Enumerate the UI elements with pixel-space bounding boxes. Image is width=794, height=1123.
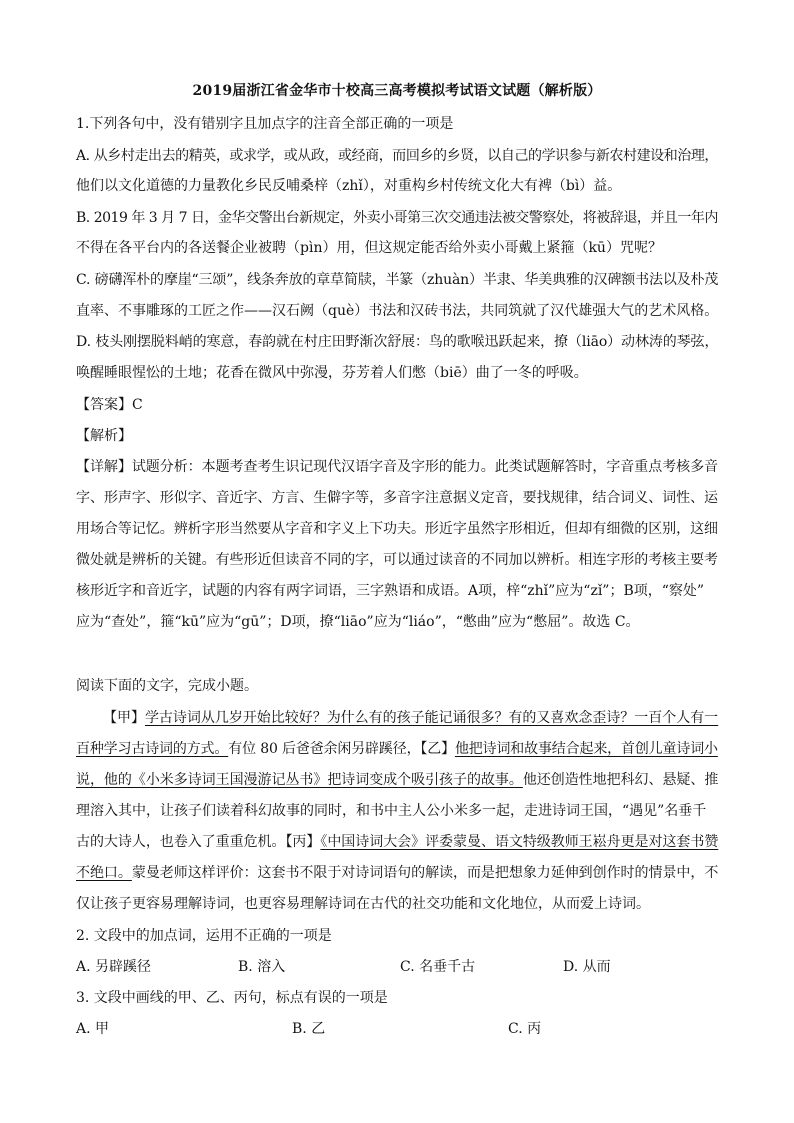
reading-instruction: 阅读下面的文字，完成小题。 <box>76 678 258 694</box>
underlined-sentence-jia: 学古诗词从几岁开始比较好？为什么有的孩子能记诵很多？有的又喜欢念歪诗？一百个人有一 <box>144 710 719 726</box>
analysis-line: 用场合等记忆。辨析字形当然要从字音和字义上下功夫。形近字虽然字形相近，但却有细微的区别，这细 <box>76 521 718 537</box>
passage-line <box>76 770 718 790</box>
q1-option-c-line2: 直率、不事雕琢的工匠之作——汉石阙（què）书法和汉砖书法，共同筑就了汉代雄强大气的艺术风格。 <box>76 303 719 319</box>
q1-option-a-line1: A. 从乡村走出去的精英，或求学，或从政，或经商，而回乡的乡贤，以自己的学识参与新农村建设和治理， <box>76 148 719 164</box>
question-3-stem: 3. 文段中画线的甲、乙、丙句，标点有误的一项是 <box>76 990 388 1006</box>
passage-line <box>76 863 718 883</box>
underlined-sentence-jia-cont: 百种学习古诗词的方式。 <box>76 741 229 757</box>
q2-option-c: C. 名垂千古 <box>400 959 476 975</box>
q1-option-d-line2: 唤醒睡眼惺忪的土地；花香在微风中弥漫，芬芳着人们憋（biē）曲了一冬的呼吸。 <box>76 365 588 381</box>
analysis-line: 核形近字和音近字，试题的内容有两字词语，三字熟语和成语。A项，梓“zhǐ”应为“zǐ”；B项，“察处” <box>76 583 705 599</box>
passage-line <box>76 739 718 759</box>
analysis-line: 微处就是辨析的关键。有些形近但读音不同的字，可以通过读音的不同加以辨析。相连字形的考核主要考 <box>76 552 718 568</box>
question-1-stem: 1.下列各句中，没有错别字且加点字的注音全部正确的一项是 <box>76 116 454 132</box>
document-title: 2019届浙江省金华市十校高三高考模拟考试语文试题（解析版） <box>192 83 602 99</box>
passage-line <box>103 708 718 728</box>
passage-text: 古的大诗人，也卷入了重重危机。 <box>76 834 286 850</box>
analysis-heading: 【解析】 <box>76 428 132 444</box>
q1-option-b-line1: B. 2019 年 3 月 7 日，金华交警出台新规定，外卖小哥第三次交通违法被交警察处，将被辞退，并且一年内 <box>76 210 718 226</box>
underlined-sentence-bing: 《中国诗词大会》评委蒙曼、语文特级教师王崧舟更是对这套书赞 <box>320 834 719 850</box>
sentence-marker-bing: 【丙】 <box>285 834 321 850</box>
q1-option-c-line1: C. 磅礴浑朴的摩崖“三颂”，线条奔放的章草简牍，半篆（zhuàn）半隶、华美典雅的汉碑额书法以及朴茂 <box>76 272 719 288</box>
q3-option-a: A. 甲 <box>76 1021 110 1037</box>
analysis-line: 应为“查处”，箍“kū”应为“gū”；D项，撩“liāo”应为“liáo”，“憋曲”应为“憋屈”。故选 C。 <box>76 614 640 630</box>
analysis-line: 【详解】试题分析：本题考查考生识记现代汉语字音及字形的能力。此类试题解答时，字音重点考核多音 <box>76 459 718 475</box>
passage-text: 他还创造性地把科幻、悬疑、推 <box>522 772 719 788</box>
question-2-stem: 2. 文段中的加点词，运用不正确的一项是 <box>76 928 332 944</box>
passage-line: 理溶入其中，让孩子们读着科幻故事的同时，和书中主人公小米多一起，走进诗词王国，“遇见”名垂千 <box>76 803 707 819</box>
analysis-line: 字、形声字、形似字、音近字、方言、生僻字等，多音字注意据义定音，要找规律，结合词义、词性、运 <box>76 490 718 506</box>
sentence-marker-jia: 【甲】 <box>103 710 145 726</box>
sentence-marker-yi: 【乙】 <box>420 741 455 757</box>
passage-text: 蒙曼老师这样评价：这套书不限于对诗词语句的解读，而是把想象力延伸到创作时的情景中，不 <box>131 865 719 881</box>
q3-option-b: B. 乙 <box>292 1021 326 1037</box>
q2-option-d: D. 从而 <box>563 959 611 975</box>
q3-option-c: C. 丙 <box>508 1021 542 1037</box>
q1-option-d-line1: D. 枝头刚摆脱料峭的寒意，春韵就在村庄田野渐次舒展：鸟的歌喉迅跃起来，撩（liāo）动林涛的琴弦， <box>76 334 719 350</box>
underlined-sentence-yi: 他把诗词和故事结合起来，首创儿童诗词小 <box>454 741 718 757</box>
q1-option-b-line2: 不得在各平台内的各送餐企业被聘（pìn）用，但这规定能否给外卖小哥戴上紧箍（kū）咒呢？ <box>76 240 662 256</box>
answer-label: 【答案】C <box>76 397 143 413</box>
passage-line <box>76 832 718 852</box>
underlined-sentence-bing-cont: 不绝口。 <box>76 865 132 881</box>
passage-line: 仅让孩子更容易理解诗词，也更容易理解诗词在古代的社交功能和文化地位，从而爱上诗词。 <box>76 896 650 912</box>
passage-text: 有位 80 后爸爸余闲另辟蹊径， <box>228 741 421 757</box>
q2-option-b: B. 溶入 <box>238 959 286 975</box>
q2-option-a: A. 另辟蹊径 <box>76 959 152 975</box>
q1-option-a-line2: 他们以文化道德的力量教化乡民反哺桑梓（zhǐ），对重构乡村传统文化大有裨（bì）益。 <box>76 178 622 194</box>
underlined-sentence-yi-cont: 说，他的《小米多诗词王国漫游记丛书》把诗词变成个吸引孩子的故事。 <box>76 772 523 788</box>
